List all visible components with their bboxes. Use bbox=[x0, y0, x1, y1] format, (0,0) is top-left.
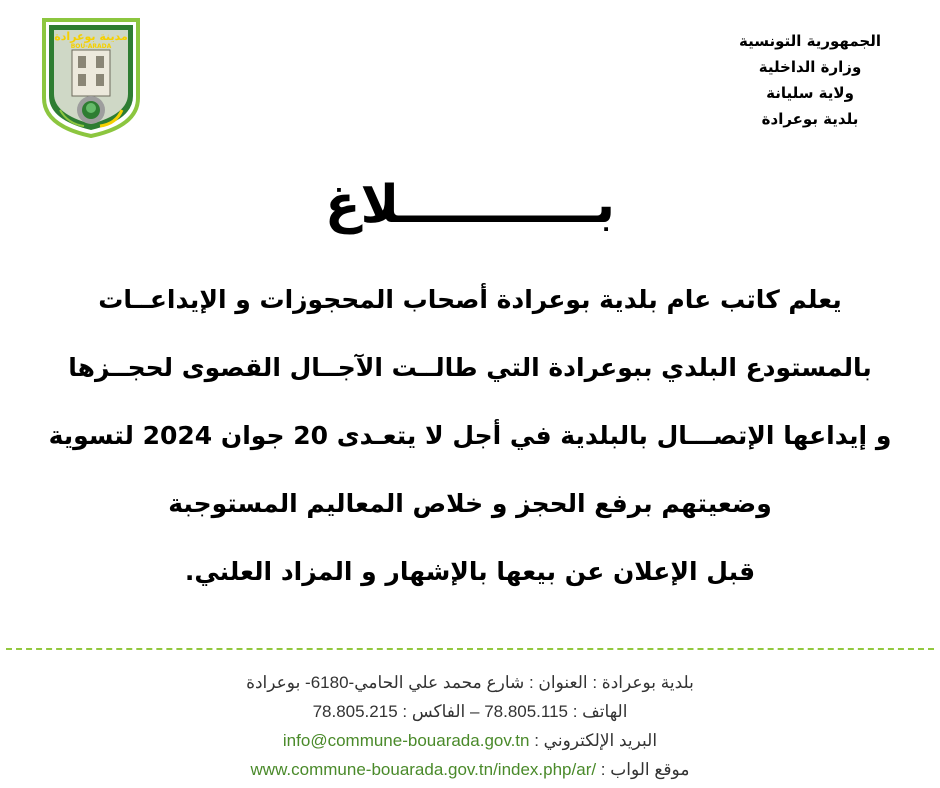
notice-body bbox=[0, 268, 940, 608]
footer-website-label: موقع الواب : bbox=[596, 760, 690, 779]
header-ministry: وزارة الداخلية bbox=[758, 58, 862, 76]
footer-email-link[interactable]: info@commune-bouarada.gov.tn bbox=[282, 731, 530, 750]
footer-address: بلدية بوعرادة : العنوان : شارع محمد علي الحامي-6180- بوعرادة bbox=[246, 673, 694, 692]
notice-line: يعلم كاتب عام بلدية بوعرادة أصحاب المحجوزات و الإيداعــات bbox=[98, 285, 842, 314]
header-republic: الجمهورية التونسية bbox=[739, 32, 881, 50]
notice-title: بـــــــــــلاغ bbox=[324, 175, 616, 235]
footer-email-row bbox=[0, 726, 940, 755]
official-header bbox=[700, 28, 920, 132]
footer-website-link[interactable]: www.commune-bouarada.gov.tn/index.php/ar/ bbox=[250, 760, 597, 779]
logo-latin-text: BOU-ARADA bbox=[70, 43, 112, 50]
footer-email-label: البريد الإلكتروني : bbox=[529, 731, 658, 750]
footer-phone-fax: الهاتف : 78.805.115 – الفاكس : 78.805.215 bbox=[312, 702, 628, 721]
notice-line: قبل الإعلان عن بيعها بالإشهار و المزاد العلني. bbox=[184, 557, 756, 586]
logo-arabic-text: مدينة بوعرادة bbox=[54, 30, 128, 43]
header-municipality: بلدية بوعرادة bbox=[761, 110, 859, 128]
notice-line: وضعيتهم برفع الحجز و خلاص المعاليم المستوجبة bbox=[168, 489, 772, 518]
footer-website-row bbox=[0, 755, 940, 784]
header-governorate: ولاية سليانة bbox=[766, 84, 854, 102]
municipality-logo bbox=[38, 14, 144, 140]
footer-contact bbox=[0, 668, 940, 784]
notice-line: بالمستودع البلدي ببوعرادة التي طالــت الآجــال القصوى لحجــزها bbox=[68, 353, 872, 382]
notice-line: و إيداعها الإتصـــال بالبلدية في أجل لا يتعـدى 20 جوان 2024 لتسوية bbox=[48, 421, 892, 450]
footer-divider bbox=[6, 648, 934, 650]
